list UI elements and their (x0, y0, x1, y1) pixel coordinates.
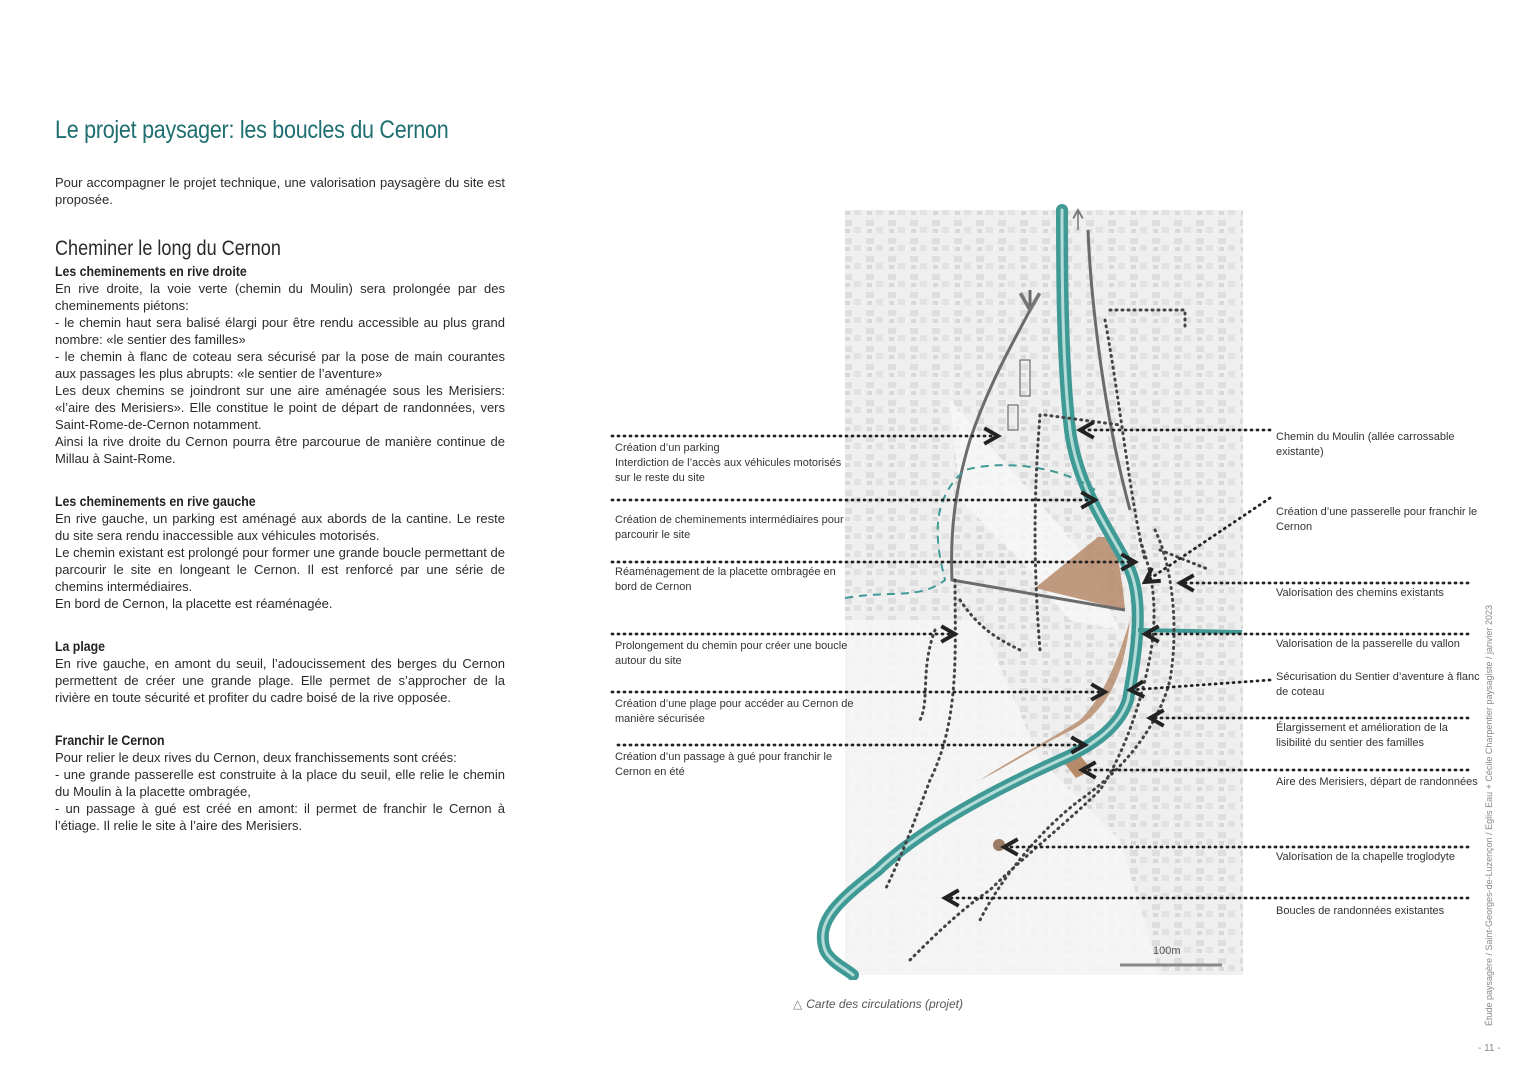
text-column (55, 174, 505, 834)
label-aire-merisiers: Aire des Merisiers, départ de randonnées (1276, 776, 1478, 788)
label-placette: Réaménagement de la placette ombragée en bord de Cernon (615, 566, 836, 593)
side-credit: Étude paysagère / Saint-Georges-de-Luzençon / Eglis Eau + Cécile Charpentier paysagiste / janvier 2023 (1484, 605, 1494, 1026)
label-passage-gue: Création d’un passage à gué pour franchir le Cernon en été (615, 751, 833, 778)
label-sentier-aventure: Sécurisation du Sentier d’aventure à flanc de coteau (1276, 671, 1480, 698)
scale-label: 100m (1153, 945, 1181, 957)
body-rive-gauche: En rive gauche, un parking est aménagé aux abords de la cantine. Le reste du site sera rendu inaccessible aux véhicules motorisés. Le chemin existant est prolongé pour former une grande boucle permettant de parcourir le site en longeant le Cernon. Il est renforcé par une série de chemins intermédiaires. En bord de Cernon, la placette est réaménagée. (55, 511, 505, 611)
label-chemin-moulin: Chemin du Moulin (allée carrossable existante) (1276, 431, 1455, 458)
intro-paragraph: Pour accompagner le projet technique, une valorisation paysagère du site est proposée. (55, 175, 505, 207)
circulation-map (600, 200, 1480, 980)
block-rive-gauche (55, 493, 505, 612)
block-plage (55, 638, 505, 706)
label-parking: Création d’un parking Interdiction de l’accès aux véhicules motorisés sur le reste du site (615, 442, 842, 484)
heading-plage: La plage (55, 638, 105, 654)
page-title: Le projet paysager: les boucles du Cernon (55, 116, 449, 144)
block-rive-droite (55, 263, 505, 467)
page-number: - 11 - (1478, 1043, 1501, 1054)
label-chapelle: Valorisation de la chapelle troglodyte (1276, 851, 1455, 863)
chapelle-marker (993, 839, 1005, 851)
label-boucles: Boucles de randonnées existantes (1276, 905, 1445, 917)
label-chemins-existants: Valorisation des chemins existants (1276, 587, 1444, 599)
heading-rive-droite: Les cheminements en rive droite (55, 263, 247, 279)
heading-rive-gauche: Les cheminements en rive gauche (55, 493, 256, 509)
label-cheminements: Création de cheminements intermédiaires pour parcourir le site (615, 514, 844, 541)
heading-franchir: Franchir le Cernon (55, 732, 165, 748)
section-title: Cheminer le long du Cernon (55, 237, 281, 260)
triangle-icon: △ (793, 997, 803, 1011)
label-prolongement: Prolongement du chemin pour créer une boucle autour du site (615, 640, 848, 667)
label-plage: Création d’une plage pour accéder au Cernon de manière sécurisée (615, 698, 854, 725)
body-plage: En rive gauche, en amont du seuil, l’adoucissement des berges du Cernon permettent de créer une grande plage. Elle permet de s’approcher de la rivière en toute sécurité et profiter du cadre boisé de la rive opposée. (55, 656, 505, 705)
label-sentier-familles: Élargissement et amélioration de la lisibilité du sentier des familles (1276, 722, 1448, 749)
body-rive-droite: En rive droite, la voie verte (chemin du Moulin) sera prolongée par des cheminements piétons: - le chemin haut sera balisé élargi pour être rendu accessible au plus grand nombre: «le sentier des familles» - le chemin à flanc de coteau sera sécurisé par la pose de main courantes aux passages les plus abrupts: «le sentier de l’aventure» Les deux chemins se joindront sur une aire aménagée sous les Merisiers: «l’aire des Merisiers». Elle constitue le point de départ de randonnées, vers Saint-Rome-de-Cernon notamment. Ainsi la rive droite du Cernon pourra être parcourue de manière continue de Millau à Saint-Rome. (55, 281, 505, 466)
label-passerelle: Création d’une passerelle pour franchir le Cernon (1276, 506, 1478, 533)
caption-text: Carte des circulations (projet) (806, 997, 963, 1011)
label-passerelle-vallon: Valorisation de la passerelle du vallon (1276, 638, 1460, 650)
map-caption (793, 997, 963, 1011)
block-franchir (55, 732, 505, 834)
body-franchir: Pour relier le deux rives du Cernon, deux franchissements sont créés: - une grande passerelle est construite à la place du seuil, elle relie le chemin du Moulin à la placette ombragée, - un passage à gué est créé en amont: il permet de franchir le Cernon à l’étiage. Il relie le site à l’aire des Merisiers. (55, 750, 505, 833)
